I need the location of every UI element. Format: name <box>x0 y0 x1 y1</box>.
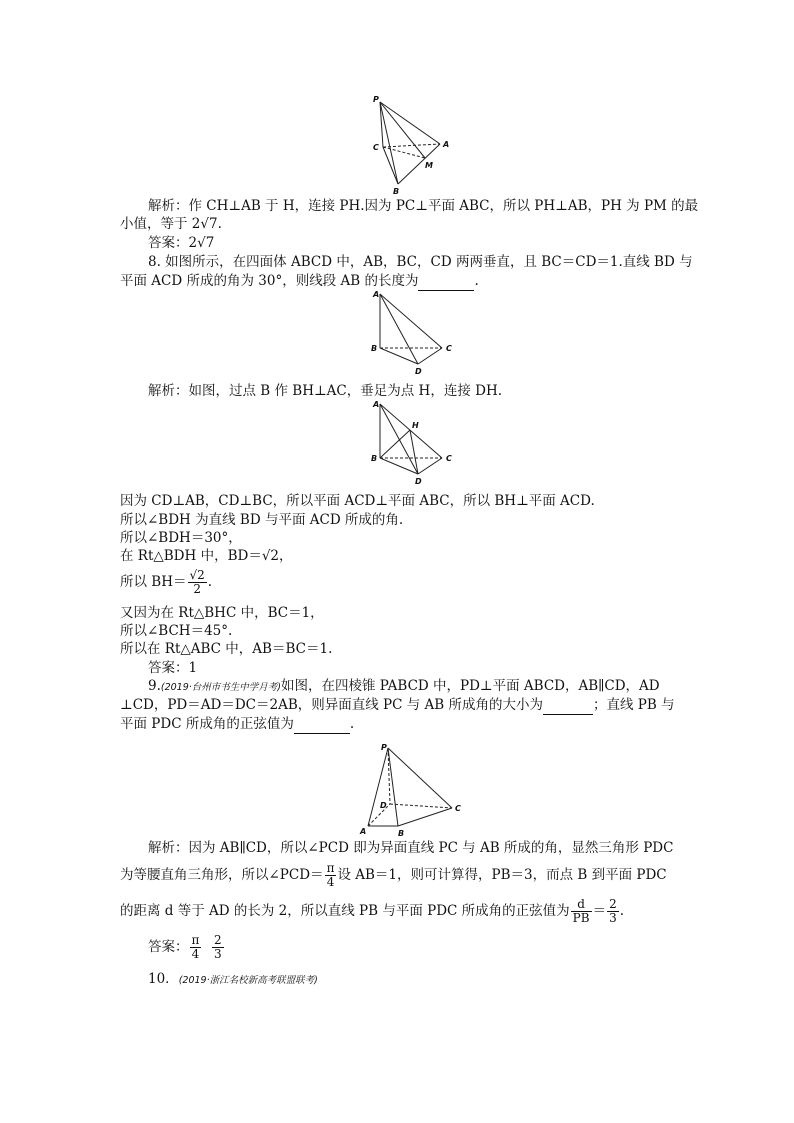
figure-tetrahedron-pabc <box>368 92 458 202</box>
p8-answer: 答案：1 <box>148 660 198 676</box>
p9-source: (2019·台州市书生中学月考) <box>160 682 282 693</box>
p8-step5: 所以 BH＝ $\frac{√2}{2}$ . <box>120 568 213 596</box>
label-h: H <box>412 421 419 430</box>
label-p: P <box>373 95 379 104</box>
p10-source: (2019·浙江名校新高考联盟联考) <box>178 975 318 986</box>
p9-solution-line2: 为等腰直角三角形，所以∠PCD＝ $\frac{\pi}{4}$ 设 AB＝1，则可计算得，PB＝3，而点 B 到平面 PDC <box>120 861 667 889</box>
p8-step1: 因为 CD⊥AB，CD⊥BC，所以平面 ACD⊥平面 ABC，所以 BH⊥平面 ACD. <box>120 493 595 509</box>
label-a: A <box>360 827 367 836</box>
fraction-pi-over-4: $\frac{\pi}{4}$ <box>326 861 335 889</box>
p9-answer-blank-1 <box>543 696 593 715</box>
p10-question-start: 10．(2019·浙江名校新高考联盟联考) <box>148 971 318 987</box>
p9-answer-blank-2 <box>294 715 350 734</box>
p8-question-line2: 平面 ACD 所成的角为 30°，则线段 AB 的长度为 . <box>120 273 479 289</box>
p9-solution-line1: 解析：因为 AB∥CD，所以∠PCD 即为异面直线 PC 与 AB 所成的角，显然三角形 PDC <box>148 840 674 856</box>
answer-fraction-pi-over-4: $\frac{\pi}{4}$ <box>191 933 200 961</box>
figure-tetrahedron-abcd <box>368 288 468 384</box>
p8-step8: 所以在 Rt△ABC 中，AB＝BC＝1. <box>120 641 333 657</box>
label-c: C <box>446 454 452 463</box>
p9-solution-line3: 的距离 d 等于 AD 的长为 2，所以直线 PB 与平面 PDC 所成角的正弦值为 $\frac{d}{PB}$ ＝ $\frac{2}{3}$ . <box>120 897 625 925</box>
p8-step6: 又因为在 Rt△BHC 中，BC＝1， <box>120 605 324 621</box>
label-m: M <box>425 161 433 170</box>
fraction-d-over-pb: $\frac{d}{PB}$ <box>572 897 590 925</box>
label-d: D <box>380 801 387 810</box>
label-b: B <box>371 344 378 353</box>
p8-step3: 所以∠BDH＝30°， <box>120 530 242 546</box>
p9-answer: 答案： $\frac{\pi}{4}$ $\frac{2}{3}$ <box>148 933 222 961</box>
fraction-sqrt2-over-2: $\frac{√2}{2}$ <box>189 568 205 596</box>
p9-question-line3: 平面 PDC 所成角的正弦值为 . <box>120 716 355 732</box>
p7-answer: 答案：2√7 <box>148 235 215 251</box>
figure-tetrahedron-abcd-h <box>368 398 468 494</box>
label-c: C <box>446 344 452 353</box>
p8-question-line1: 8. 如图所示，在四面体 ABCD 中，AB，BC，CD 两两垂直，且 BC＝CD＝1.直线 BD 与 <box>148 254 693 270</box>
label-b: B <box>393 187 400 196</box>
label-a: A <box>443 140 450 149</box>
fraction-2-over-3: $\frac{2}{3}$ <box>609 897 617 925</box>
p7-solution-line1: 解析：作 CH⊥AB 于 H，连接 PH.因为 PC⊥平面 ABC，所以 PH⊥AB，PH 为 PM 的最 <box>148 198 699 214</box>
label-d: D <box>415 477 422 486</box>
figure-pyramid-pabcd <box>356 742 476 838</box>
p8-step2: 所以∠BDH 为直线 BD 与平面 ACD 所成的角. <box>120 512 404 528</box>
label-p: P <box>381 743 387 752</box>
label-d: D <box>415 367 422 376</box>
label-c: C <box>455 804 461 813</box>
p8-question-text: 平面 ACD 所成的角为 30°，则线段 AB 的长度为 <box>120 273 419 289</box>
p8-solution-intro: 解析：如图，过点 B 作 BH⊥AC，垂足为点 H，连接 DH. <box>148 383 503 399</box>
label-a: A <box>373 290 380 299</box>
p8-step4: 在 Rt△BDH 中，BD＝√2， <box>120 548 293 564</box>
p9-question-line1: 9.(2019·台州市书生中学月考)如图，在四棱锥 PABCD 中，PD⊥平面 ABCD，AB∥CD，AD <box>148 678 660 694</box>
p8-step7: 所以∠BCH＝45°. <box>120 623 233 639</box>
p9-question-line2: ⊥CD，PD＝AD＝DC＝2AB，则异面直线 PC 与 AB 所成角的大小为 ；直线 PB 与 <box>120 697 675 713</box>
label-b: B <box>371 454 378 463</box>
label-a: A <box>373 400 380 409</box>
label-b: B <box>398 829 405 838</box>
answer-fraction-2-over-3: $\frac{2}{3}$ <box>213 933 222 961</box>
label-c: C <box>373 143 379 152</box>
p7-solution-line2: 小值，等于 2√7. <box>120 216 222 232</box>
